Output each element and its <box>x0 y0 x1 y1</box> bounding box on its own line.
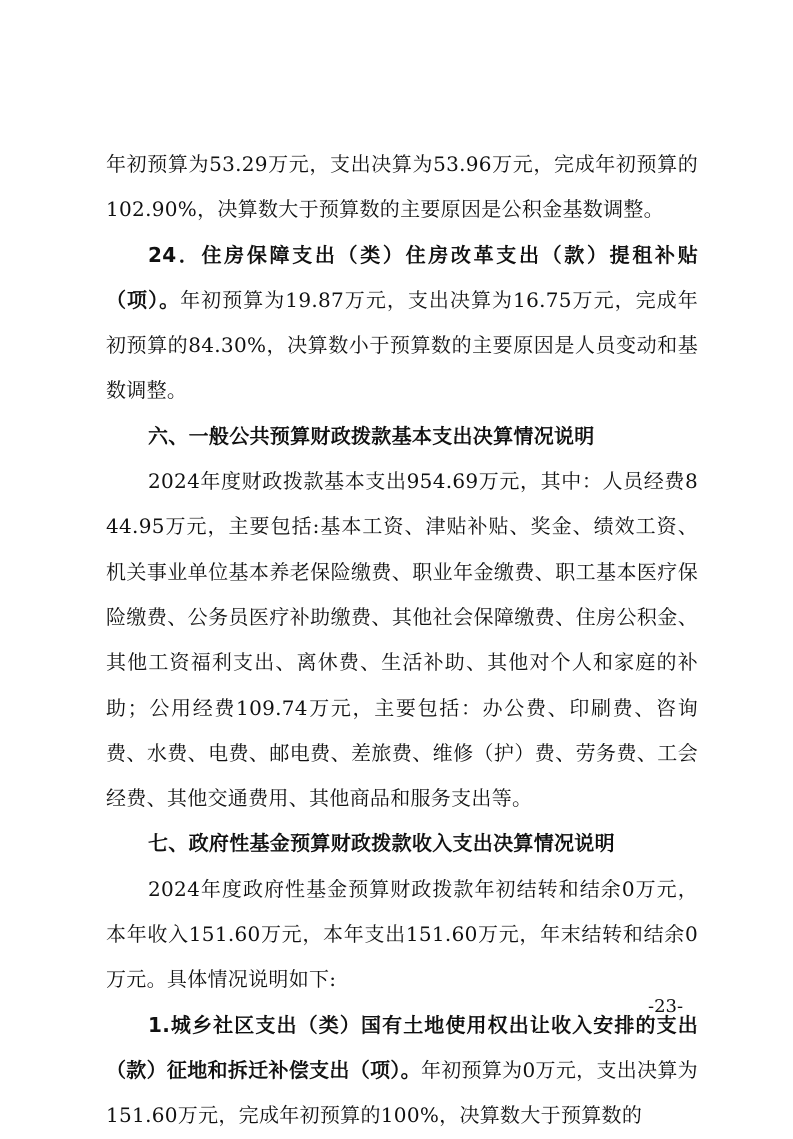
paragraph-housing-fund-continued <box>106 142 698 233</box>
paragraph-text: 年初预算为0万元，支出决算为151.60万元，完成年初预算的100%，决算数大于预算数的 <box>106 1057 698 1128</box>
paragraph-text: 年初预算为53.29万元，支出决算为53.96万元，完成年初预算的102.90%，决算数大于预算数的主要原因是公积金基数调整。 <box>106 152 698 222</box>
item-heading-24: 24．住房保障支出（类）住房改革支出（款）提租补贴（项）。 <box>106 242 698 312</box>
paragraph-rent-subsidy <box>106 233 698 414</box>
paragraph-text: 2024年度财政拨款基本支出954.69万元，其中：人员经费844.95万元，主要包括:基本工资、津贴补贴、奖金、绩效工资、机关事业单位基本养老保险缴费、职业年金缴费、职工基本医疗保险缴费、公务员医疗补助缴费、其他社会保障缴费、住房公积金、其他工资福利支出、离休费、生活补助、其他对个人和家庭的补助；公用经费109.74万元，主要包括：办公费、印刷费、咨询费、水费、电费、邮电费、差旅费、维修（护）费、劳务费、工会经费、其他交通费用、其他商品和服务支出等。 <box>106 469 698 811</box>
section-heading-7: 七、政府性基金预算财政拨款收入支出决算情况说明 <box>148 831 615 856</box>
paragraph-land-compensation <box>106 1003 698 1139</box>
paragraph-basic-expenditure <box>106 459 698 821</box>
document-body <box>106 142 698 1139</box>
item-heading-1: 1.城乡社区支出（类）国有土地使用权出让收入安排的支出（款）征地和拆迁补偿支出（项）。 <box>106 1012 698 1082</box>
paragraph-text: 2024年度政府性基金预算财政拨款年初结转和结余0万元，本年收入151.60万元，本年支出151.60万元，年末结转和结余0万元。具体情况说明如下: <box>106 876 698 992</box>
page-number: -23- <box>648 996 684 1017</box>
paragraph-text: 年初预算为19.87万元，支出决算为16.75万元，完成年初预算的84.30%，决算数小于预算数的主要原因是人员变动和基数调整。 <box>106 287 699 403</box>
section-heading-6: 六、一般公共预算财政拨款基本支出决算情况说明 <box>148 423 595 448</box>
paragraph-government-fund-summary <box>106 867 698 1003</box>
